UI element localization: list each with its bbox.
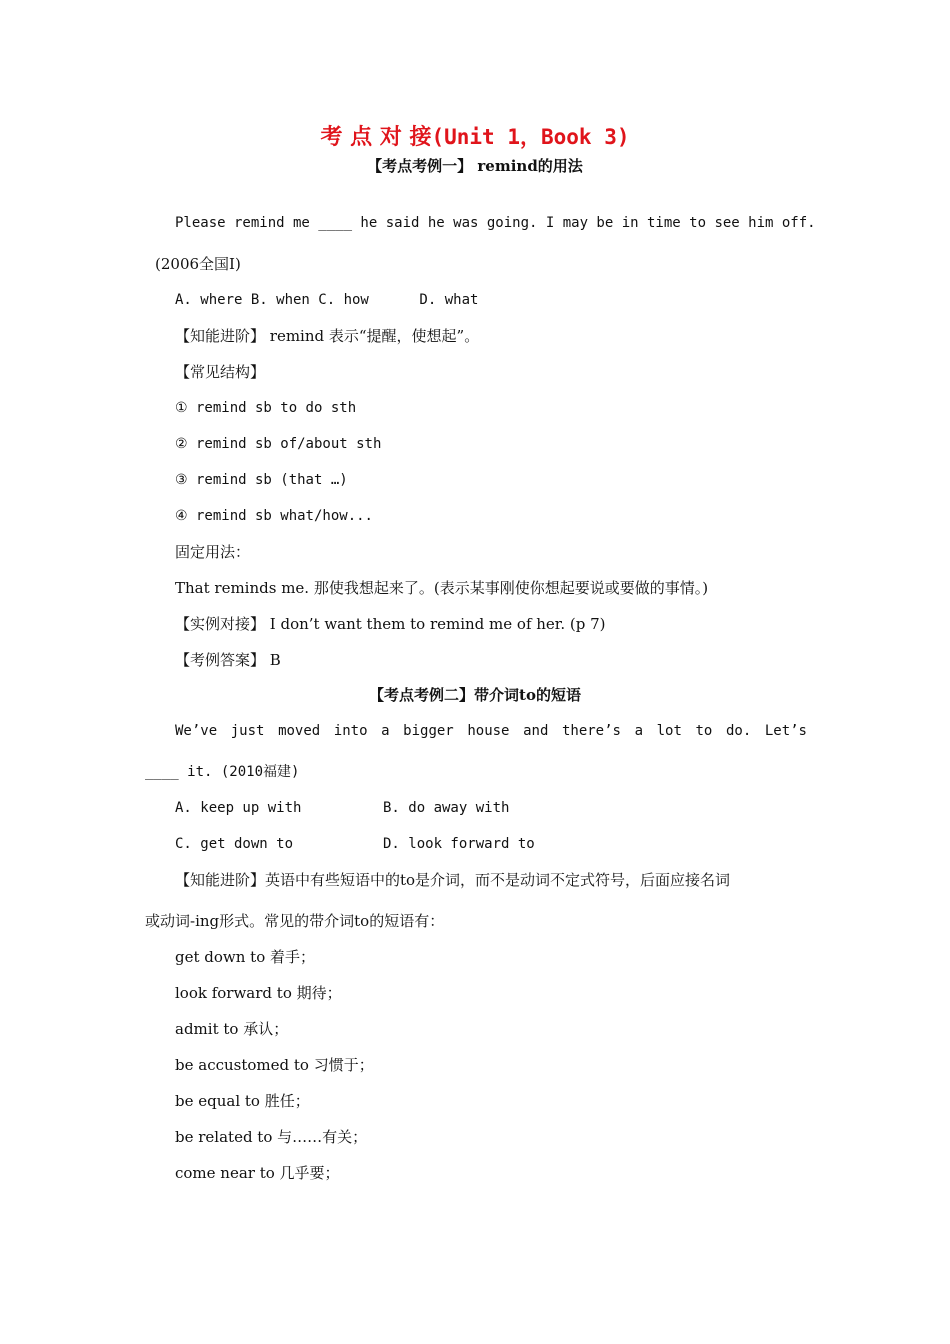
- option-d: D. look forward to: [383, 836, 535, 852]
- question-2-line-2: ____ it. (2010福建): [145, 764, 300, 780]
- phrase-item: admit to 承认；: [175, 1020, 289, 1038]
- structure-item: ② remind sb of/about sth: [175, 436, 382, 452]
- phrase-item: come near to 几乎要；: [175, 1164, 340, 1182]
- title-cn: 考 点 对 接: [320, 124, 432, 150]
- phrase-item: be accustomed to 习惯于；: [175, 1056, 374, 1074]
- phrase-item: be related to 与……有关；: [175, 1128, 368, 1146]
- section-2-zhineng-line-2: 或动词-ing形式。常见的带介词to的短语有：: [145, 912, 445, 930]
- fixed-usage-label: 固定用法：: [175, 543, 251, 561]
- section-1-heading: 【考点考例一】 remind的用法: [367, 157, 583, 175]
- page-title: [0, 122, 950, 152]
- question-1-line-1: Please remind me ____ he said he was going. I may be in time to see him off.: [175, 215, 816, 231]
- structure-item: ④ remind sb what/how...: [175, 508, 373, 524]
- title-en: (Unit 1，Book 3): [431, 125, 630, 149]
- phrase-item: look forward to 期待；: [175, 984, 342, 1002]
- question-2-line-1: We’ve just moved into a bigger house and there’s a lot to do. Let’s: [175, 723, 807, 739]
- section-2-zhineng-line-1: 【知能进阶】英语中有些短语中的to是介词，而不是动词不定式符号，后面应接名词: [175, 871, 731, 889]
- option-a: A. keep up with: [175, 800, 302, 816]
- option-b: B. do away with: [383, 800, 510, 816]
- option-c: C. get down to: [175, 836, 294, 852]
- example-answer: 【考例答案】 B: [175, 651, 281, 669]
- section-2-heading: 【考点考例二】带介词to的短语: [369, 686, 581, 704]
- structure-item: ③ remind sb (that …): [175, 472, 348, 488]
- question-1-line-2: (2006全国I): [155, 255, 241, 273]
- section-1-zhineng: 【知能进阶】 remind 表示“提醒，使想起”。: [175, 327, 480, 345]
- fixed-usage-example: That reminds me. 那使我想起来了。(表示某事刚使你想起要说或要做的事情。): [175, 579, 709, 597]
- structure-item: ① remind sb to do sth: [175, 400, 357, 416]
- phrase-item: be equal to 胜任；: [175, 1092, 310, 1110]
- question-1-options: A. where B. when C. how D. what: [175, 292, 479, 308]
- phrase-item: get down to 着手；: [175, 948, 316, 966]
- structures-label: 【常见结构】: [175, 363, 266, 381]
- example-sentence: 【实例对接】 I don’t want them to remind me of her. (p 7): [175, 615, 606, 633]
